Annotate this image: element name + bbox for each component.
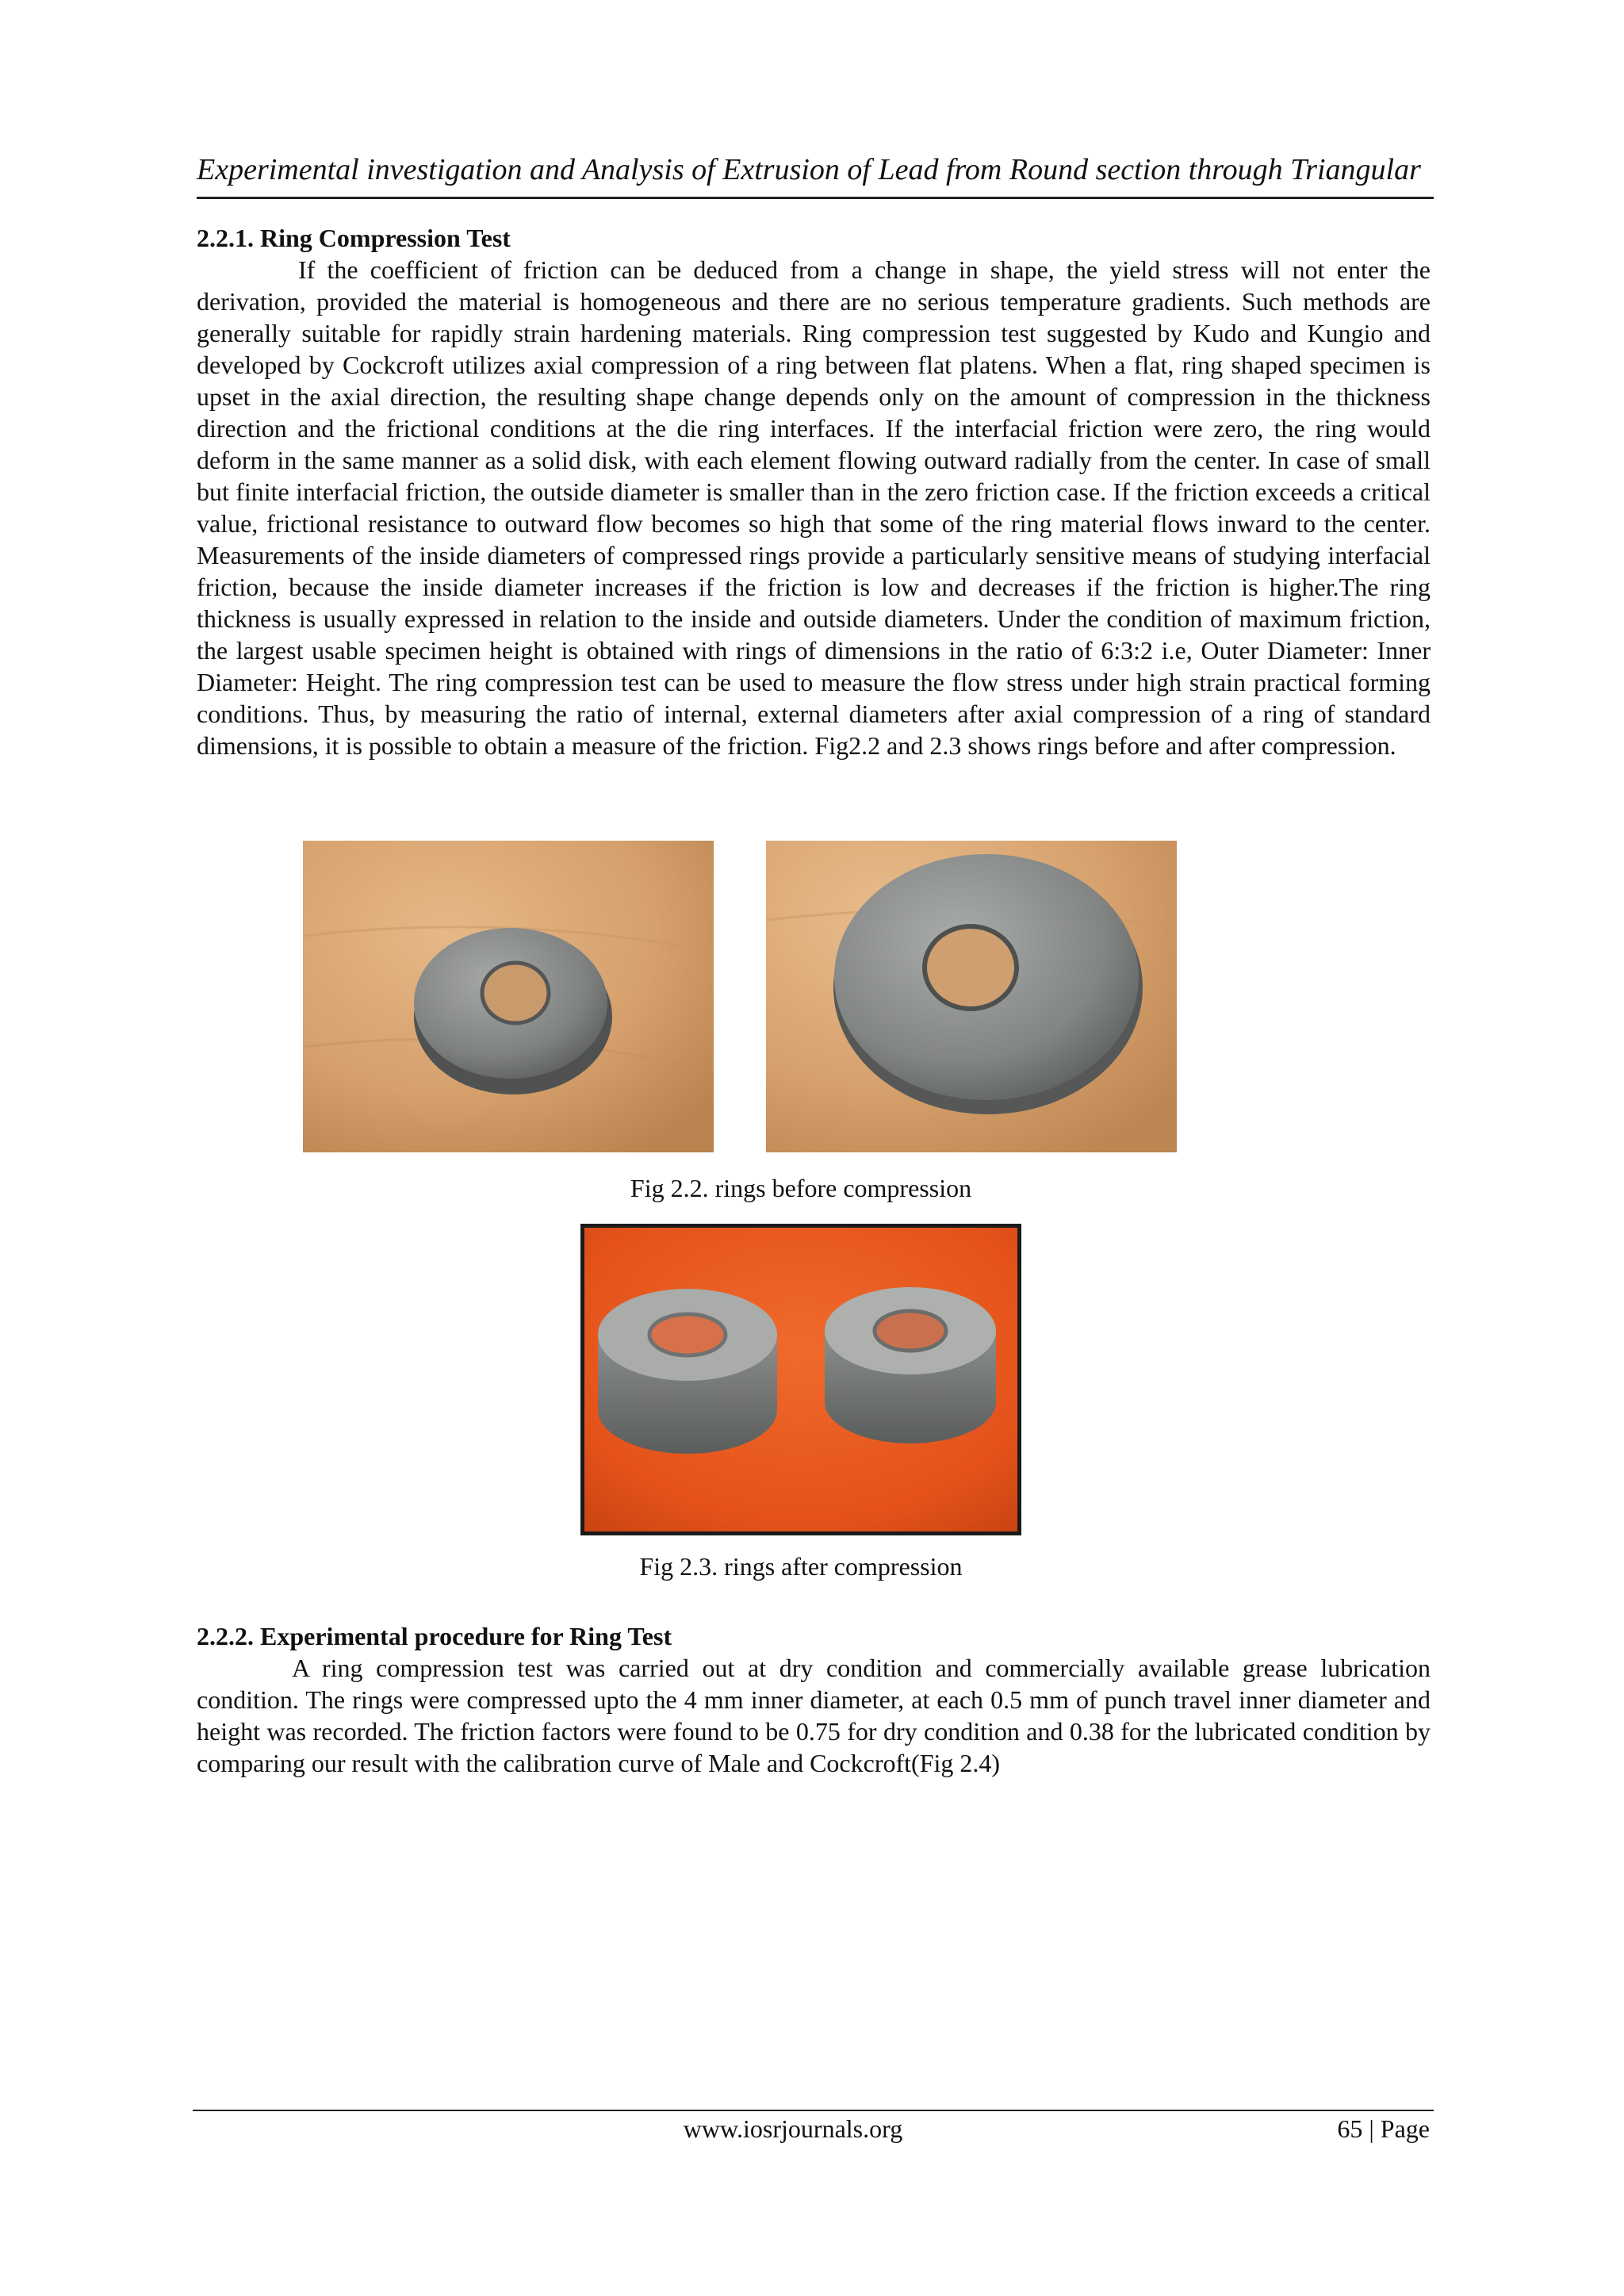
section-paragraph-2-2-1 <box>197 254 1431 761</box>
photo-ring-small-before-compression <box>303 841 714 1152</box>
footer-rule <box>193 2110 1434 2111</box>
photo-rings-after-compression <box>580 1224 1021 1535</box>
footer-page-number: 65 | Page <box>1337 2114 1430 2143</box>
photo-ring-large-before-compression <box>766 841 1177 1152</box>
paragraph-text-2-2-1: If the coefficient of friction can be deduced from a change in shape, the yield stress will not enter the derivation, provided the material is homogeneous and there are no serious temperature gradients. Such methods are generally suitable for rapidly strain hardening materials. Ring compression test suggested by Kudo and Kungio and developed by Cockcroft utilizes axial compression of a ring between flat platens. When a flat, ring shaped specimen is upset in the axial direction, the resulting shape change depends only on the amount of compression in the thickness direction and the frictional conditions at the die ring interfaces. If the interfacial friction were zero, the ring would deform in the same manner as a solid disk, with each element flowing outward radially from the center. In case of small but finite interfacial friction, the outside diameter is smaller than in the zero friction case. If the friction exceeds a critical value, frictional resistance to outward flow becomes so high that some of the ring material flows inward to the center. Measurements of the inside diameters of compressed rings provide a particularly sensitive means of studying interfacial friction, because the inside diameter increases if the friction is low and decreases if the friction is higher.The ring thickness is usually expressed in relation to the inside and outside diameters. Under the condition of maximum friction, the largest usable specimen height is obtained with rings of dimensions in the ratio of 6:3:2 i.e, Outer Diameter: Inner Diameter: Height. The ring compression test can be used to measure the flow stress under high strain practical forming conditions. Thus, by measuring the ratio of internal, external diameters after axial compression of a ring of standard dimensions, it is possible to obtain a measure of the friction. Fig2.2 and 2.3 shows rings before and after compression. <box>197 255 1431 760</box>
section-paragraph-2-2-2 <box>197 1652 1431 1779</box>
section-ring-compression-test <box>197 222 1431 761</box>
footer-url: www.iosrjournals.org <box>683 2114 903 2143</box>
figure-caption-2-2: Fig 2.2. rings before compression <box>630 1174 972 1202</box>
figure-caption-2-3: Fig 2.3. rings after compression <box>639 1552 963 1581</box>
section-heading-2-2-1: 2.2.1. Ring Compression Test <box>197 224 511 252</box>
running-head: Experimental investigation and Analysis of Extrusion of Lead from Round section through Triangular <box>197 153 1421 186</box>
header-rule <box>197 197 1434 199</box>
section-experimental-procedure <box>197 1620 1431 1779</box>
paragraph-text-2-2-2: A ring compression test was carried out at dry condition and commercially available grease lubrication condition. The rings were compressed upto the 4 mm inner diameter, at each 0.5 mm of punch travel inner diameter and height was recorded. The friction factors were found to be 0.75 for dry condition and 0.38 for the lubricated condition by comparing our result with the calibration curve of Male and Cockcroft(Fig 2.4) <box>197 1654 1431 1777</box>
section-heading-2-2-2: 2.2.2. Experimental procedure for Ring Test <box>197 1622 672 1650</box>
